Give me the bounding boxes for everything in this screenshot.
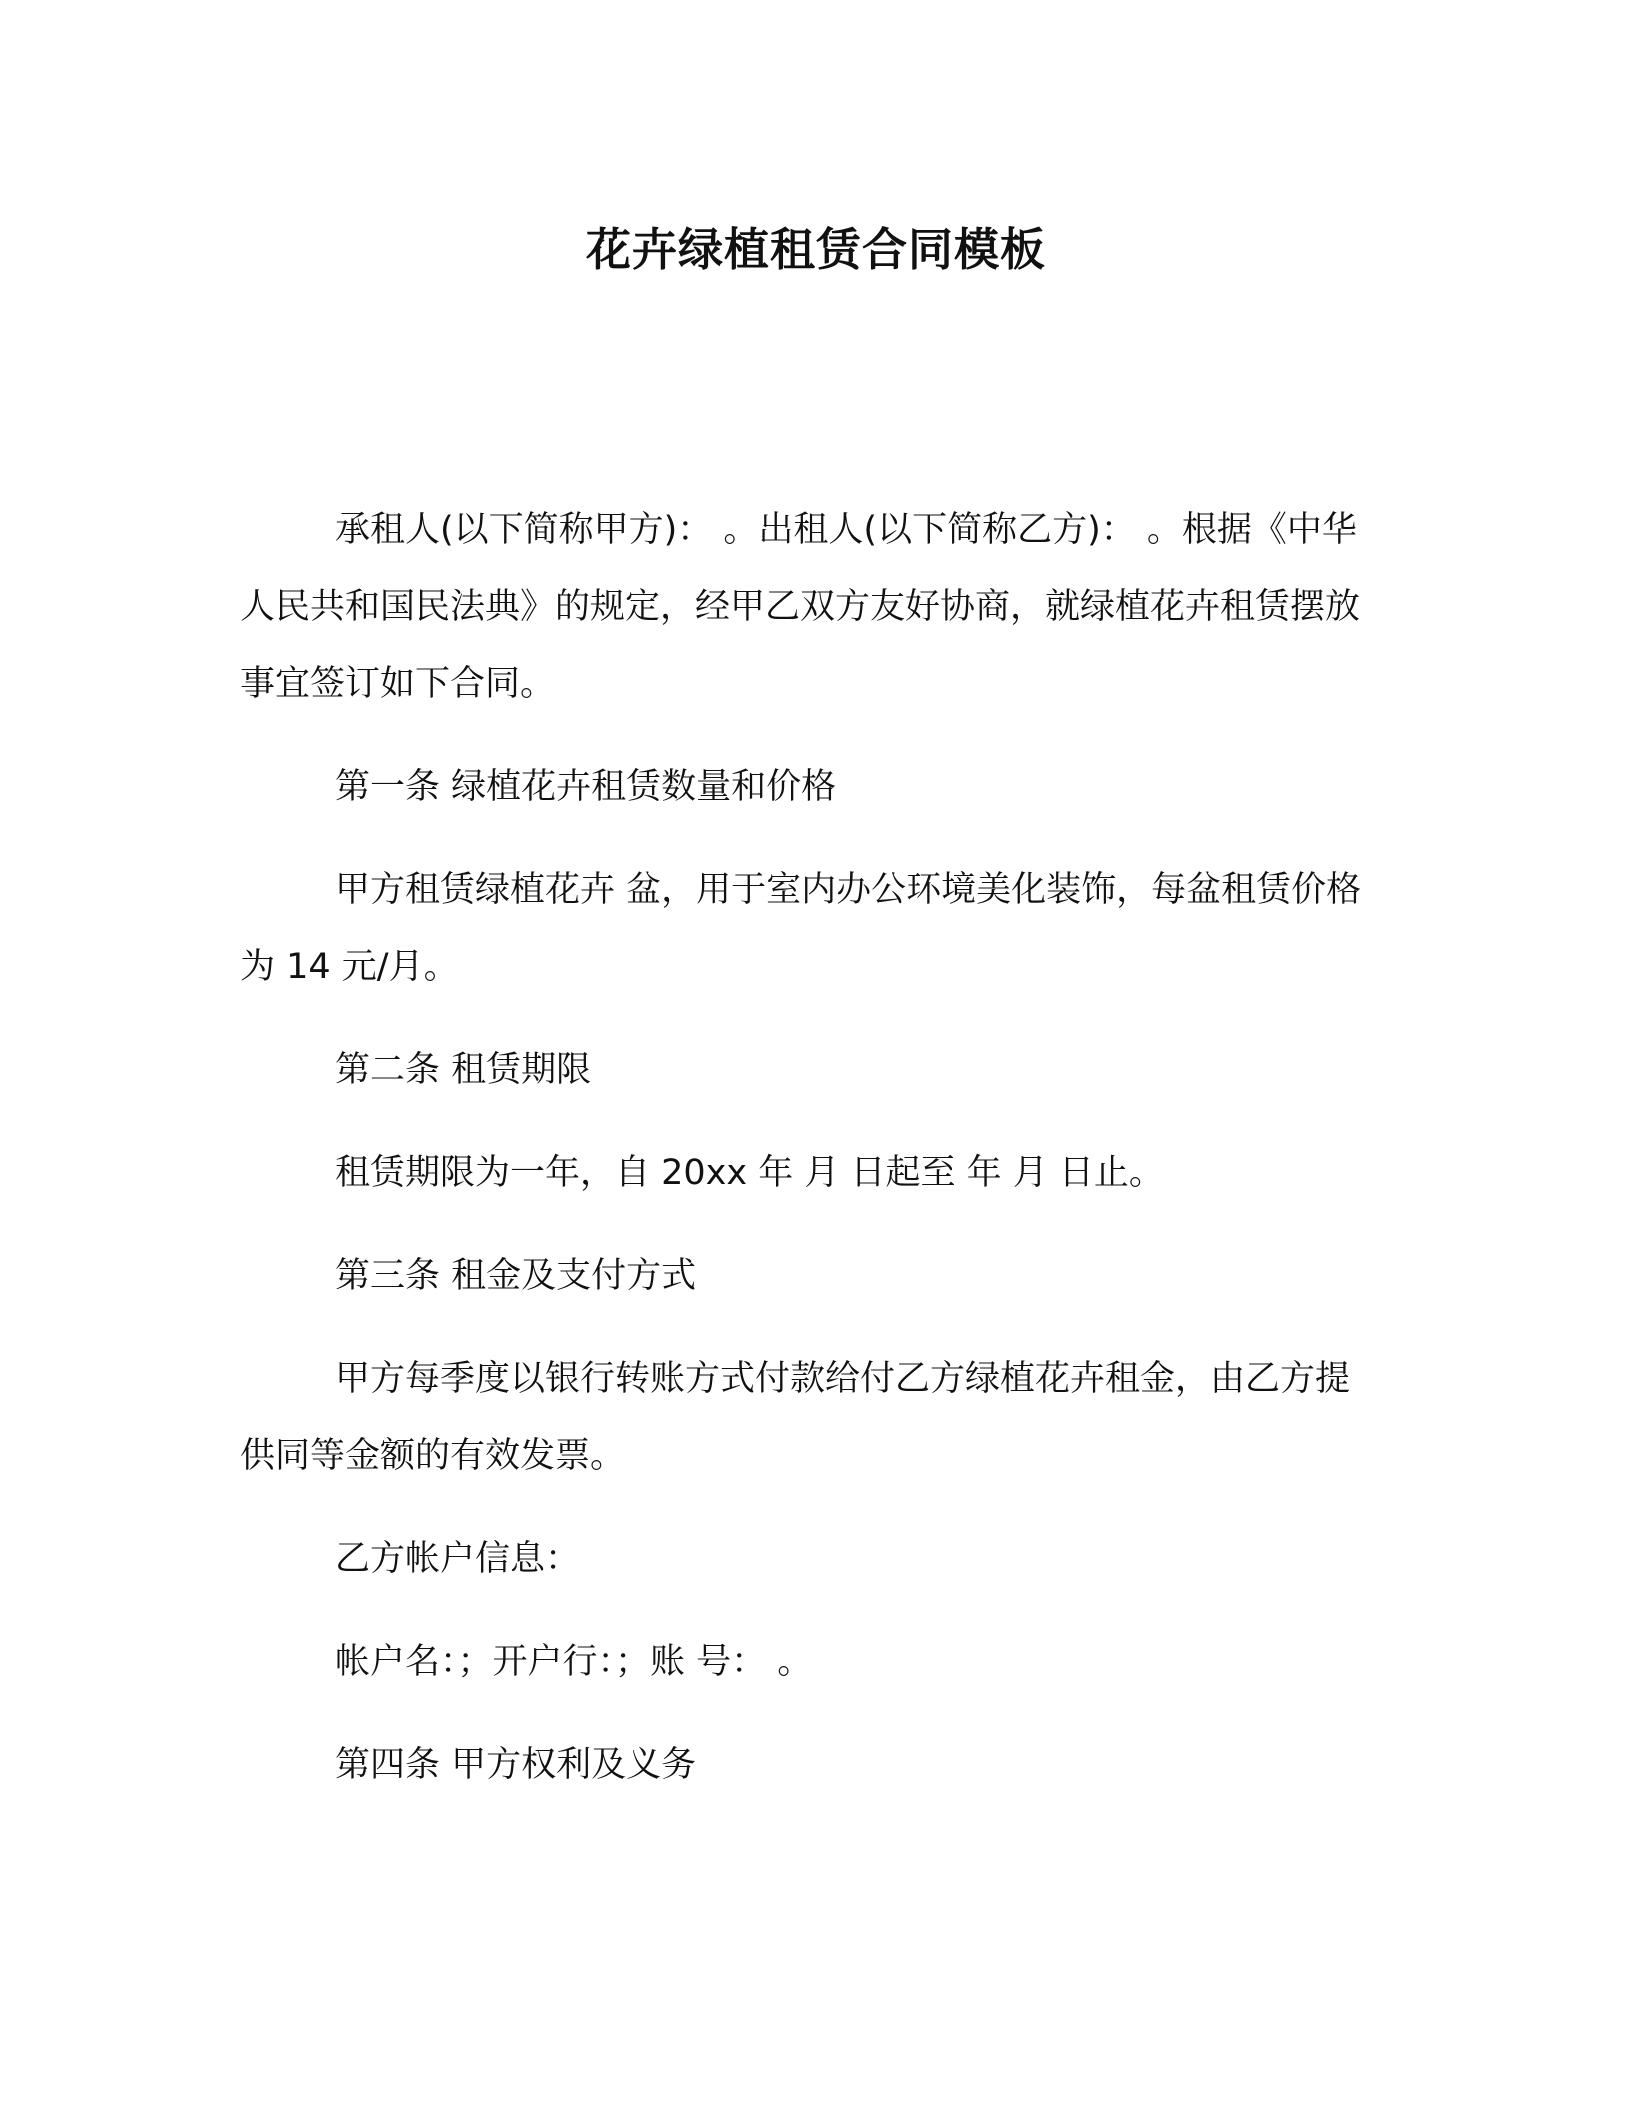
document-body xyxy=(240,492,1380,1804)
article-3-heading: 第三条 租金及支付方式 xyxy=(335,1256,697,1296)
account-info-line: 帐户名：；开户行：；账 号： 。 xyxy=(335,1642,813,1682)
document-title: 花卉绿植租赁合同模板 xyxy=(585,223,1046,276)
intro-paragraph: 承租人(以下简称甲方)： 。出租人(以下简称乙方)： 。根据《中华人民共和国民法典》的规定，经甲乙双方友好协商，就绿植花卉租赁摆放事宜签订如下合同。 xyxy=(240,510,1361,704)
article-2-heading: 第二条 租赁期限 xyxy=(335,1050,592,1090)
account-info-heading: 乙方帐户信息： xyxy=(335,1539,581,1579)
article-4-heading: 第四条 甲方权利及义务 xyxy=(335,1745,697,1785)
article-3-paragraph: 甲方每季度以银行转账方式付款给付乙方绿植花卉租金，由乙方提供同等金额的有效发票。 xyxy=(240,1359,1351,1476)
article-1-heading: 第一条 绿植花卉租赁数量和价格 xyxy=(335,767,837,807)
article-1-paragraph: 甲方租赁绿植花卉 盆，用于室内办公环境美化装饰，每盆租赁价格为 14 元/月。 xyxy=(240,870,1362,987)
article-2-paragraph: 租赁期限为一年，自 20xx 年 月 日起至 年 月 日止。 xyxy=(335,1153,1164,1193)
